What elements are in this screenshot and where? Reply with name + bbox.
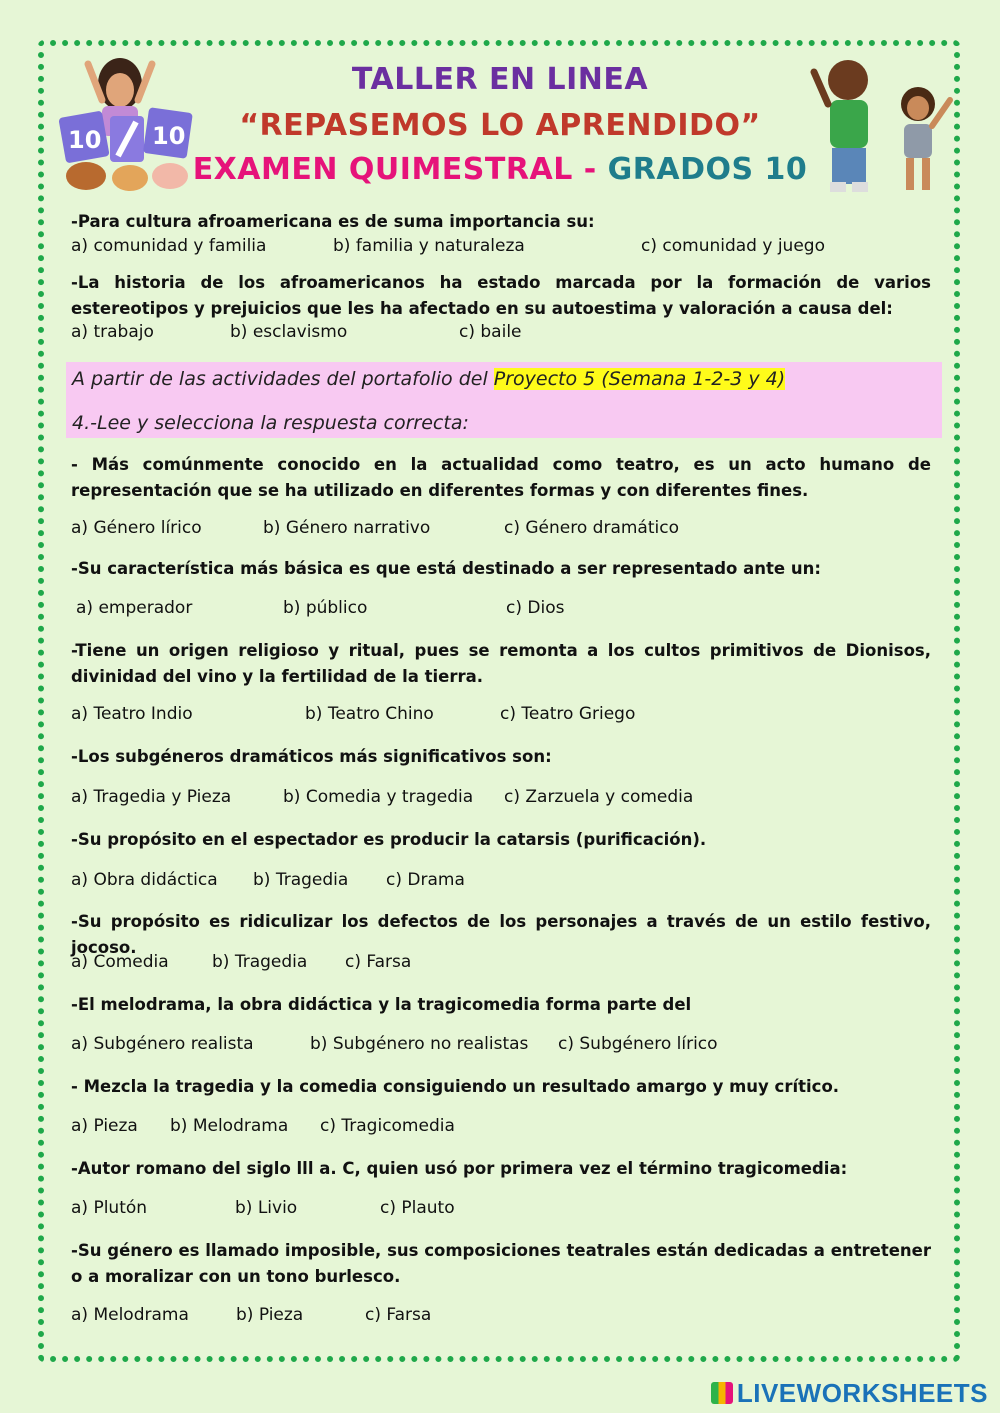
option-c[interactable]: c) Farsa	[345, 952, 412, 972]
question-text: -Los subgéneros dramáticos más significativos son:	[71, 747, 552, 766]
question-text: - Más comúnmente conocido en la actualidad como teatro, es un acto humano de representación que se ha utilizado en diferentes formas y con diferentes fines.	[71, 455, 931, 500]
option-c[interactable]: c) baile	[459, 322, 522, 342]
portfolio-intro-text: A partir de las actividades del portafolio del	[72, 368, 494, 390]
option-c[interactable]: c) Zarzuela y comedia	[504, 787, 694, 807]
badge-left-text: 10	[68, 126, 102, 154]
question-text: -Tiene un origen religioso y ritual, pues se remonta a los cultos primitivos de Dionisos, divinidad del vino y la fertilidad de la tierra.	[71, 641, 931, 686]
option-a[interactable]: a) emperador	[76, 598, 193, 618]
option-b[interactable]: b) Livio	[235, 1198, 298, 1218]
option-b[interactable]: b) Subgénero no realistas	[310, 1034, 529, 1054]
option-a[interactable]: a) Melodrama	[71, 1305, 189, 1325]
option-c[interactable]: c) Plauto	[380, 1198, 455, 1218]
option-a[interactable]: a) Plutón	[71, 1198, 148, 1218]
option-c[interactable]: c) Género dramático	[504, 518, 679, 538]
option-a[interactable]: a) Comedia	[71, 952, 169, 972]
option-b[interactable]: b) Teatro Chino	[305, 704, 434, 724]
question-text: -Su característica más básica es que está destinado a ser representado ante un:	[71, 559, 821, 578]
option-a[interactable]: a) comunidad y familia	[71, 236, 267, 256]
title-line-1: TALLER EN LINEA	[351, 62, 649, 97]
logo-text: LIVEWORKSHEETS	[736, 1378, 988, 1408]
option-c[interactable]: c) Tragicomedia	[320, 1116, 455, 1136]
question-text: -Su género es llamado imposible, sus composiciones teatrales están dedicadas a entretener o a moralizar con un tono burlesco.	[71, 1241, 931, 1286]
question-text: -Su propósito es ridiculizar los defectos de los personajes a través de un estilo festivo, jocoso.	[71, 912, 931, 957]
option-a[interactable]: a) Teatro Indio	[71, 704, 193, 724]
title-exam: EXAMEN QUIMESTRAL -	[192, 152, 608, 187]
option-c[interactable]: c) Subgénero lírico	[558, 1034, 718, 1054]
liveworksheets-logo	[711, 1378, 988, 1409]
title-grade: GRADOS 10	[607, 152, 808, 187]
title-line-2: “REPASEMOS LO APRENDIDO”	[239, 108, 761, 143]
option-b[interactable]: b) esclavismo	[230, 322, 348, 342]
option-b[interactable]: b) Tragedia	[212, 952, 308, 972]
option-c[interactable]: c) Drama	[386, 870, 465, 890]
option-b[interactable]: b) familia y naturaleza	[333, 236, 525, 256]
title-line-3	[0, 152, 1000, 187]
question-text: -Su propósito en el espectador es producir la catarsis (purificación).	[71, 830, 707, 849]
option-a[interactable]: a) Género lírico	[71, 518, 202, 538]
option-b[interactable]: b) Comedia y tragedia	[283, 787, 474, 807]
option-a[interactable]: a) Pieza	[71, 1116, 138, 1136]
option-a[interactable]: a) Subgénero realista	[71, 1034, 254, 1054]
option-b[interactable]: b) Pieza	[236, 1305, 304, 1325]
option-c[interactable]: c) Farsa	[365, 1305, 432, 1325]
option-b[interactable]: b) Género narrativo	[263, 518, 431, 538]
option-b[interactable]: b) Tragedia	[253, 870, 349, 890]
project-highlight: Proyecto 5 (Semana 1-2-3 y 4)	[493, 368, 786, 390]
badge-right-text: 10	[152, 122, 186, 150]
option-c[interactable]: c) comunidad y juego	[641, 236, 825, 256]
option-c[interactable]: c) Dios	[506, 598, 565, 618]
portfolio-intro	[72, 368, 785, 390]
option-a[interactable]: a) Tragedia y Pieza	[71, 787, 232, 807]
question-text: -Autor romano del siglo lll a. C, quien usó por primera vez el término tragicomedia:	[71, 1159, 848, 1178]
option-a[interactable]: a) Obra didáctica	[71, 870, 218, 890]
option-b[interactable]: b) Melodrama	[170, 1116, 289, 1136]
option-c[interactable]: c) Teatro Griego	[500, 704, 636, 724]
logo-mark-icon	[711, 1382, 733, 1404]
instruction-text: 4.-Lee y selecciona la respuesta correcta:	[72, 412, 469, 434]
option-a[interactable]: a) trabajo	[71, 322, 154, 342]
question-text: -El melodrama, la obra didáctica y la tragicomedia forma parte del	[71, 995, 692, 1014]
question-text: - Mezcla la tragedia y la comedia consiguiendo un resultado amargo y muy crítico.	[71, 1077, 840, 1096]
option-b[interactable]: b) público	[283, 598, 368, 618]
question-text: -La historia de los afroamericanos ha estado marcada por la formación de varios estereotipos y prejuicios que les ha afectado en su autoestima y valoración a causa del:	[71, 273, 931, 318]
question-text: -Para cultura afroamericana es de suma importancia su:	[71, 212, 595, 231]
